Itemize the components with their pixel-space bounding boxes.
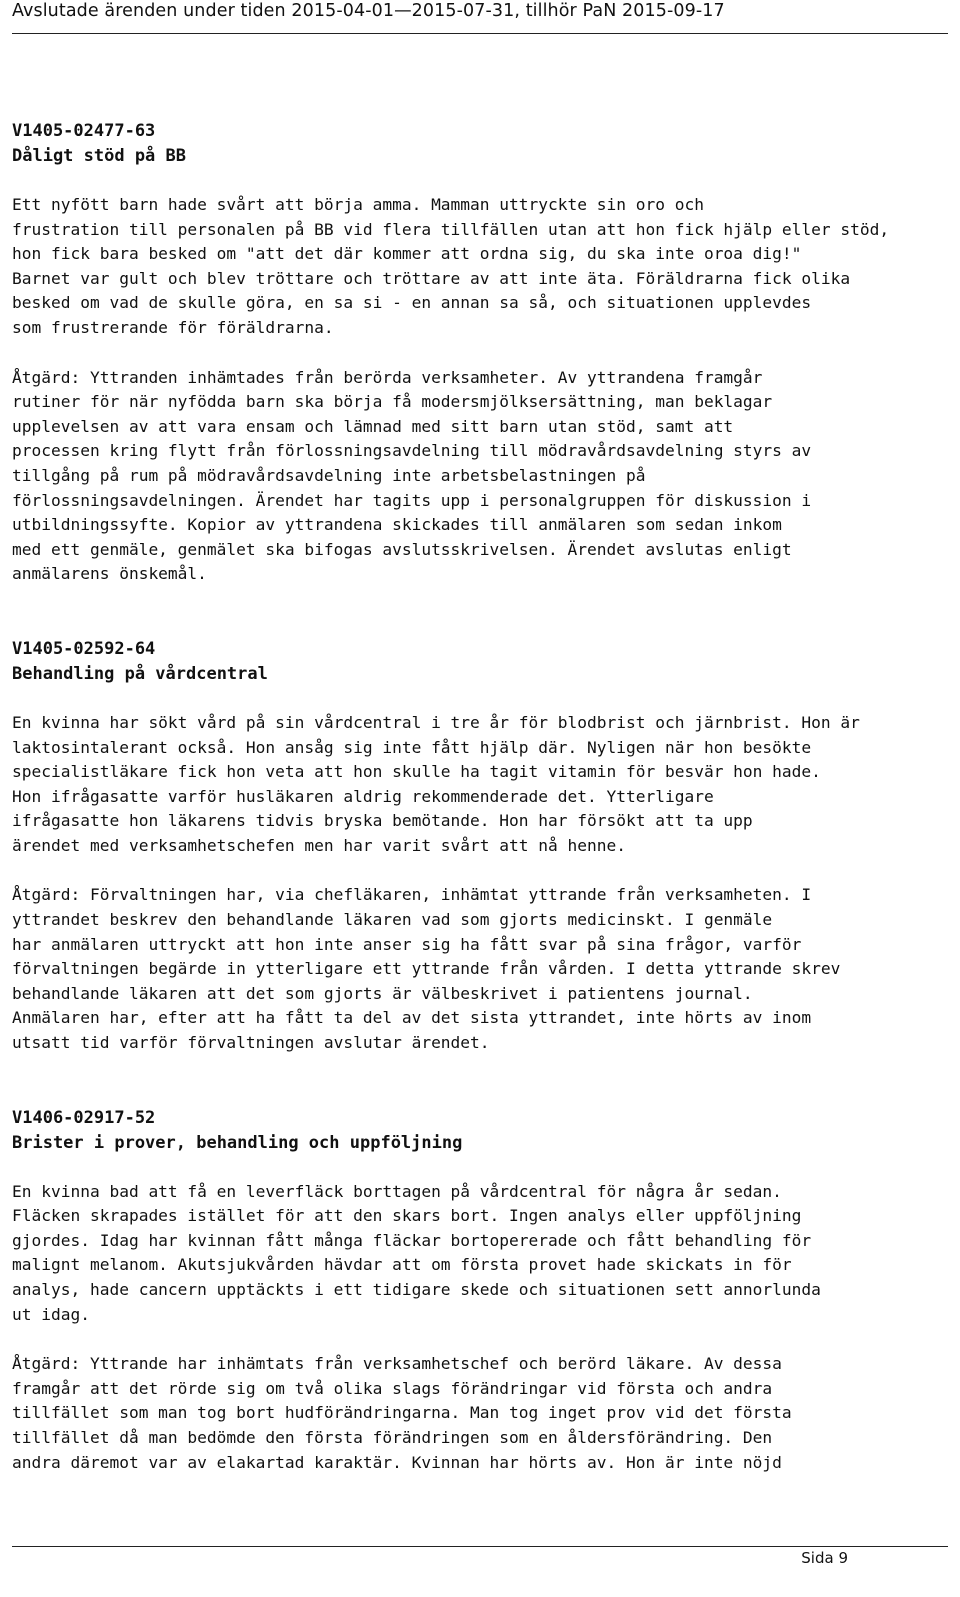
text-line: Barnet var gult och blev tröttare och tröttare av att inte äta. Föräldrarna fick olika	[12, 268, 851, 288]
text-line: rutiner för när nyfödda barn ska börja få modersmjölksersättning, man beklagar	[12, 392, 773, 412]
case-title: Brister i prover, behandling och uppföljning	[12, 1132, 463, 1153]
case-action	[12, 1352, 948, 1475]
case-id: V1405-02477-63	[12, 121, 156, 141]
text-line: med ett genmäle, genmälet ska bifogas avslutsskrivelsen. Ärendet avslutas enligt	[12, 539, 792, 559]
text-line: utbildningssyfte. Kopior av yttrandena skickades till anmälaren som sedan inkom	[12, 515, 782, 535]
page-number: Sida 9	[801, 1549, 848, 1567]
text-line: hon fick bara besked om "att det där kommer att ordna sig, du ska inte oroa dig!"	[12, 244, 802, 264]
text-line: ifrågasatte hon läkarens tidvis bryska bemötande. Hon har försökt att ta upp	[12, 811, 753, 831]
text-line: Åtgärd: Förvaltningen har, via chefläkaren, inhämtat yttrande från verksamheten. I	[12, 885, 812, 905]
text-line: anmälarens önskemål.	[12, 564, 207, 584]
text-line: specialistläkare fick hon veta att hon skulle ha tagit vitamin för besvär hon hade.	[12, 762, 821, 782]
text-line: förvaltningen begärde in ytterligare ett yttrande från vården. I detta yttrande skrev	[12, 959, 841, 979]
text-line: laktosintalerant också. Hon ansåg sig inte fått hjälp där. Nyligen när hon besökte	[12, 737, 812, 757]
text-line: Åtgärd: Yttranden inhämtades från berörda verksamheter. Av yttrandena framgår	[12, 367, 763, 387]
case-title: Behandling på vårdcentral	[12, 663, 268, 684]
text-line: Fläcken skrapades istället för att den skars bort. Ingen analys eller uppföljning	[12, 1206, 802, 1226]
case-action	[12, 883, 948, 1055]
text-line: ut idag.	[12, 1304, 90, 1324]
case-section	[12, 119, 948, 587]
text-line: Ett nyfött barn hade svårt att börja amma. Mamman uttryckte sin oro och	[12, 195, 704, 214]
text-line: tillfället som man tog bort hudförändringarna. Man tog inget prov vid det första	[12, 1403, 792, 1423]
text-line: ärendet med verksamhetschefen men har varit svårt att nå henne.	[12, 835, 626, 855]
text-line: har anmälaren uttryckt att hon inte anser sig ha fått svar på sina frågor, varför	[12, 934, 802, 954]
text-line: andra däremot var av elakartad karaktär. Kvinnan har hörts av. Hon är inte nöjd	[12, 1452, 782, 1472]
text-line: upplevelsen av att vara ensam och lämnad med sitt barn utan stöd, samt att	[12, 416, 734, 436]
text-line: besked om vad de skulle göra, en sa si - en annan sa så, och situationen upplevdes	[12, 293, 812, 313]
case-section	[12, 1106, 948, 1476]
case-description	[12, 1180, 948, 1328]
text-line: tillfället då man bedömde den första förändringen som en åldersförändring. Den	[12, 1427, 773, 1447]
text-line: Åtgärd: Yttrande har inhämtats från verksamhetschef och berörd läkare. Av dessa	[12, 1354, 782, 1374]
text-line: En kvinna bad att få en leverfläck borttagen på vårdcentral för några år sedan.	[12, 1181, 782, 1201]
case-title: Dåligt stöd på BB	[12, 146, 186, 166]
document-body	[12, 119, 948, 1525]
text-line: gjordes. Idag har kvinnan fått många fläckar bortopererade och fått behandling för	[12, 1230, 812, 1250]
text-line: utsatt tid varför förvaltningen avslutar ärendet.	[12, 1033, 490, 1053]
text-line: processen kring flytt från förlossningsavdelning till mödravårdsavdelning styrs av	[12, 441, 812, 461]
case-action	[12, 366, 948, 587]
case-section	[12, 637, 948, 1056]
text-line: behandlande läkaren att det som gjorts är välbeskrivet i patientens journal.	[12, 983, 753, 1003]
page-header	[12, 0, 948, 34]
header-text: Avslutade ärenden under tiden 2015-04-01—2015-07-31, tillhör PaN 2015-09-17	[12, 1, 725, 21]
text-line: Hon ifrågasatte varför husläkaren aldrig rekommenderade det. Ytterligare	[12, 786, 714, 806]
case-description	[12, 193, 948, 341]
text-line: framgår att det rörde sig om två olika slags förändringar vid första och andra	[12, 1378, 773, 1398]
text-line: En kvinna har sökt vård på sin vårdcentral i tre år för blodbrist och järnbrist. Hon är	[12, 712, 860, 732]
text-line: analys, hade cancern upptäckts i ett tidigare skede och situationen sett annorlunda	[12, 1280, 821, 1299]
text-line: tillgång på rum på mödravårdsavdelning inte arbetsbelastningen på	[12, 465, 646, 485]
case-description	[12, 711, 948, 859]
text-line: Anmälaren har, efter att ha fått ta del av det sista yttrandet, inte hörts av inom	[12, 1008, 812, 1028]
text-line: som frustrerande för föräldrarna.	[12, 317, 334, 337]
text-line: frustration till personalen på BB vid flera tillfällen utan att hon fick hjälp eller stöd,	[12, 219, 890, 239]
case-id: V1405-02592-64	[12, 638, 156, 659]
text-line: malignt melanom. Akutsjukvården hävdar att om första provet hade skickats in för	[12, 1255, 792, 1275]
case-id: V1406-02917-52	[12, 1107, 156, 1128]
text-line: yttrandet beskrev den behandlande läkaren vad som gjorts medicinskt. I genmäle	[12, 910, 773, 930]
text-line: förlossningsavdelningen. Ärendet har tagits upp i personalgruppen för diskussion i	[12, 490, 812, 510]
